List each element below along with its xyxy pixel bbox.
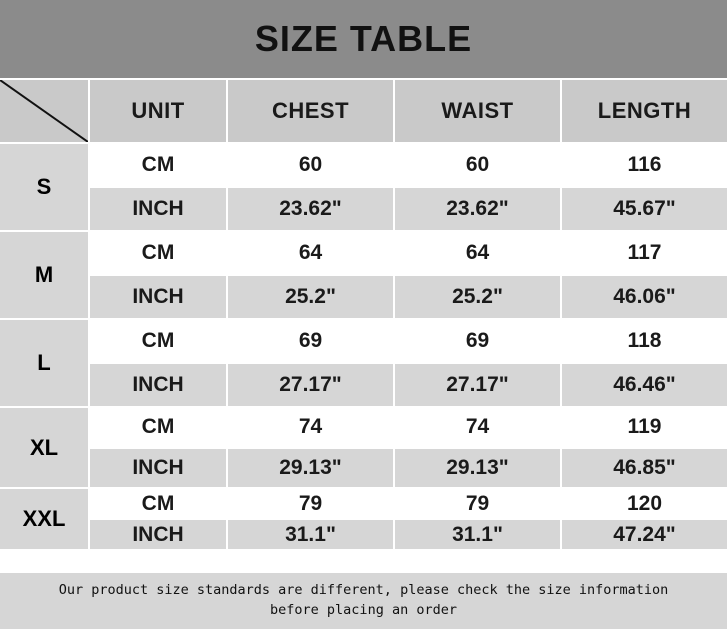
- unit-label-cm: CM: [90, 144, 228, 188]
- value-waist-cm: 69: [395, 320, 562, 364]
- value-waist-inch: 27.17": [395, 364, 562, 408]
- value-length-inch: 46.85": [562, 449, 727, 490]
- size-label: S: [0, 144, 90, 232]
- value-waist-cm: 79: [395, 489, 562, 520]
- value-length-inch: 45.67": [562, 188, 727, 232]
- column-header-unit: UNIT: [90, 80, 228, 144]
- value-length-inch: 46.46": [562, 364, 727, 408]
- value-chest-inch: 31.1": [228, 520, 395, 551]
- unit-label-inch: INCH: [90, 449, 228, 490]
- size-grid: [0, 80, 727, 573]
- value-waist-cm: 74: [395, 408, 562, 449]
- unit-label-inch: INCH: [90, 364, 228, 408]
- value-chest-cm: 79: [228, 489, 395, 520]
- unit-row-cm: [90, 144, 727, 188]
- size-label: XXL: [0, 489, 90, 551]
- unit-row-inch: [90, 364, 727, 408]
- unit-label-cm: CM: [90, 408, 228, 449]
- size-label: M: [0, 232, 90, 320]
- value-waist-inch: 23.62": [395, 188, 562, 232]
- column-header-chest: CHEST: [228, 80, 395, 144]
- value-length-cm: 116: [562, 144, 727, 188]
- unit-row-cm: [90, 489, 727, 520]
- value-chest-cm: 60: [228, 144, 395, 188]
- value-waist-inch: 29.13": [395, 449, 562, 490]
- page-title: SIZE TABLE: [0, 0, 727, 80]
- value-length-inch: 47.24": [562, 520, 727, 551]
- unit-label-cm: CM: [90, 320, 228, 364]
- value-chest-cm: 74: [228, 408, 395, 449]
- unit-label-inch: INCH: [90, 276, 228, 320]
- table-row: [0, 144, 727, 232]
- value-length-cm: 119: [562, 408, 727, 449]
- value-length-inch: 46.06": [562, 276, 727, 320]
- size-label: L: [0, 320, 90, 408]
- column-header-waist: WAIST: [395, 80, 562, 144]
- table-row: [0, 320, 727, 408]
- unit-label-cm: CM: [90, 232, 228, 276]
- size-label: XL: [0, 408, 90, 489]
- unit-row-inch: [90, 520, 727, 551]
- column-header-length: LENGTH: [562, 80, 727, 144]
- value-waist-cm: 64: [395, 232, 562, 276]
- table-row: [0, 408, 727, 489]
- unit-row-inch: [90, 188, 727, 232]
- unit-row-inch: [90, 449, 727, 490]
- unit-label-inch: INCH: [90, 188, 228, 232]
- footer-note: [0, 573, 727, 629]
- value-waist-inch: 25.2": [395, 276, 562, 320]
- table-row: [0, 232, 727, 320]
- unit-row-inch: [90, 276, 727, 320]
- table-row: [0, 489, 727, 551]
- unit-label-cm: CM: [90, 489, 228, 520]
- value-chest-cm: 69: [228, 320, 395, 364]
- unit-row-cm: [90, 232, 727, 276]
- unit-label-inch: INCH: [90, 520, 228, 551]
- value-length-cm: 120: [562, 489, 727, 520]
- unit-row-cm: [90, 408, 727, 449]
- diagonal-split-icon: [0, 80, 90, 144]
- unit-row-cm: [90, 320, 727, 364]
- value-chest-inch: 23.62": [228, 188, 395, 232]
- value-chest-inch: 27.17": [228, 364, 395, 408]
- footer-note-line-2: before placing an order: [270, 602, 457, 618]
- value-waist-cm: 60: [395, 144, 562, 188]
- value-length-cm: 118: [562, 320, 727, 364]
- value-chest-inch: 29.13": [228, 449, 395, 490]
- table-header-row: [0, 80, 727, 144]
- value-waist-inch: 31.1": [395, 520, 562, 551]
- value-chest-inch: 25.2": [228, 276, 395, 320]
- value-length-cm: 117: [562, 232, 727, 276]
- footer-note-line-1: Our product size standards are different, please check the size information: [58, 582, 669, 599]
- value-chest-cm: 64: [228, 232, 395, 276]
